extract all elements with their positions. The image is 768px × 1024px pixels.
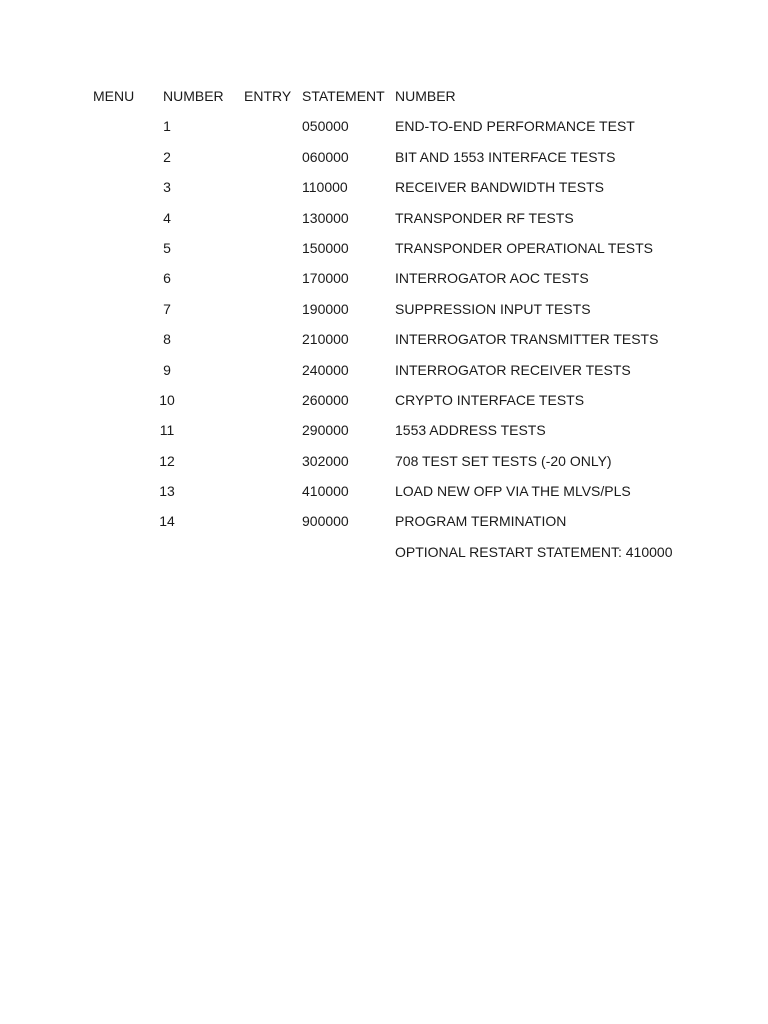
row-number: 9 — [163, 361, 171, 378]
restart-row — [93, 542, 733, 572]
row-number: 1 — [163, 118, 171, 135]
row-number: 2 — [163, 148, 171, 165]
row-statement: 190000 — [302, 300, 349, 317]
row-description: INTERROGATOR TRANSMITTER TESTS — [395, 331, 659, 348]
row-statement: 170000 — [302, 270, 349, 287]
row-number: 13 — [159, 483, 175, 500]
row-statement: 410000 — [302, 483, 349, 500]
row-statement: 150000 — [302, 239, 349, 256]
table-row — [93, 390, 733, 420]
row-description: TRANSPONDER RF TESTS — [395, 209, 574, 226]
header-number-2: NUMBER — [395, 88, 456, 104]
table-row — [93, 360, 733, 390]
table-row — [93, 420, 733, 450]
row-statement: 260000 — [302, 391, 349, 408]
row-statement: 302000 — [302, 452, 349, 469]
row-number: 11 — [159, 422, 175, 439]
table-row — [93, 177, 733, 207]
row-description: CRYPTO INTERFACE TESTS — [395, 391, 585, 408]
row-number: 6 — [163, 270, 171, 287]
row-number: 12 — [159, 452, 175, 469]
table-row — [93, 147, 733, 177]
menu-table — [93, 86, 733, 572]
table-row — [93, 238, 733, 268]
row-statement: 060000 — [302, 148, 349, 165]
row-description: PROGRAM TERMINATION — [395, 513, 567, 530]
row-description: LOAD NEW OFP VIA THE MLVS/PLS — [395, 483, 631, 500]
row-description: TRANSPONDER OPERATIONAL TESTS — [395, 239, 654, 256]
row-description: RECEIVER BANDWIDTH TESTS — [395, 179, 604, 196]
table-row — [93, 116, 733, 146]
row-number: 3 — [163, 179, 171, 196]
row-number: 5 — [163, 239, 171, 256]
table-header-row — [93, 86, 733, 116]
row-statement: 210000 — [302, 331, 349, 348]
table-row — [93, 511, 733, 541]
table-row — [93, 208, 733, 238]
row-description: INTERROGATOR AOC TESTS — [395, 270, 589, 287]
header-number: NUMBER — [163, 88, 224, 104]
header-statement: STATEMENT — [302, 88, 385, 104]
row-description: 708 TEST SET TESTS (-20 ONLY) — [395, 452, 612, 469]
table-row — [93, 329, 733, 359]
row-number: 7 — [163, 300, 171, 317]
table-row — [93, 268, 733, 298]
table-row — [93, 299, 733, 329]
restart-statement: OPTIONAL RESTART STATEMENT: 410000 — [395, 543, 673, 560]
header-menu: MENU — [93, 88, 135, 104]
row-description: 1553 ADDRESS TESTS — [395, 422, 546, 439]
row-description: INTERROGATOR RECEIVER TESTS — [395, 361, 631, 378]
row-number: 4 — [163, 209, 171, 226]
row-description: END-TO-END PERFORMANCE TEST — [395, 118, 635, 135]
row-statement: 050000 — [302, 118, 349, 135]
row-number: 14 — [159, 513, 175, 530]
row-description: BIT AND 1553 INTERFACE TESTS — [395, 148, 616, 165]
row-statement: 110000 — [302, 179, 348, 196]
row-statement: 130000 — [302, 209, 349, 226]
header-entry: ENTRY — [244, 88, 292, 104]
table-row — [93, 451, 733, 481]
row-number: 8 — [163, 331, 171, 348]
row-statement: 290000 — [302, 422, 349, 439]
table-row — [93, 481, 733, 511]
row-number: 10 — [159, 391, 175, 408]
row-statement: 240000 — [302, 361, 349, 378]
row-statement: 900000 — [302, 513, 349, 530]
row-description: SUPPRESSION INPUT TESTS — [395, 300, 591, 317]
